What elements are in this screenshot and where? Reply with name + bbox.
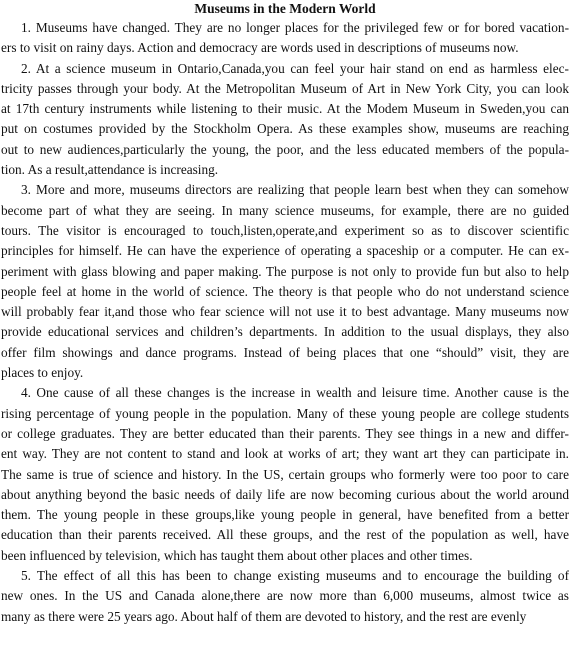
paragraph-line: new ones. In the US and Canada alone,there are now more than 6,000 museums, almost twice as <box>1 588 569 604</box>
paragraph-line: people feel at home in the world of science. The theory is that people who do not understand science <box>1 283 569 299</box>
document-body <box>0 18 570 627</box>
paragraph-line: 3. More and more, museums directors are realizing that people learn best when they can somehow <box>21 182 569 198</box>
paragraph-line: The same is true of science and history. In the US, certain groups who formerly were too poor to care <box>1 466 569 482</box>
paragraph-3 <box>0 180 570 383</box>
paragraph-line: education than their parents received. All these groups, and the rest of the population as well, have <box>1 527 569 543</box>
paragraph-4 <box>0 383 570 566</box>
paragraph-line: ers to visit on rainy days. Action and democracy are words used in descriptions of museums now. <box>1 40 519 56</box>
paragraph-line: tours. The visitor is encouraged to touch,listen,operate,and experiment so as to discover scientific <box>1 222 569 238</box>
paragraph-line: provide educational services and children’s departments. In addition to the usual displays, they also <box>1 324 569 340</box>
paragraph-line: principles for himself. He can have the experience of operating a spaceship or a computer. He can ex- <box>1 243 569 259</box>
paragraph-line: places to enjoy. <box>1 365 84 381</box>
paragraph-line: or college graduates. They are better educated than their parents. They see things in a new and differ- <box>1 425 569 441</box>
paragraph-line: become part of what they are seeing. In many science museums, for example, there are no guided <box>1 202 569 218</box>
paragraph-line: rising percentage of young people in the population. Many of these young people are college students <box>1 405 569 421</box>
paragraph-line: offer film showings and dance programs. Instead of being places that one “should” visit, they are <box>1 344 569 360</box>
paragraph-line: ent way. They are not content to stand and look at works of art; they want art they can participate in. <box>1 446 569 462</box>
paragraph-line: periment with glass blowing and paper making. The purpose is not only to provide fun but also to help <box>1 263 569 279</box>
paragraph-line: at 17th century instruments while listening to their music. At the Modem Museum in Sweden,you can <box>1 101 569 117</box>
paragraph-line: many as there were 25 years ago. About half of them are devoted to history, and the rest are evenly <box>1 608 527 624</box>
paragraph-line: tricity passes through your body. At the Metropolitan Museum of Art in New York City, you can look <box>1 80 569 96</box>
paragraph-1 <box>0 18 570 59</box>
paragraph-line: out to new audiences,particularly the young, the poor, and the less educated members of the popula- <box>1 141 569 157</box>
paragraph-line: been influenced by television, which has taught them about other places and other times. <box>1 547 473 563</box>
paragraph-line: them. The young people in these groups,like young people in general, have benefited from a better <box>1 507 569 523</box>
paragraph-2 <box>0 59 570 181</box>
paragraph-line: 2. At a science museum in Ontario,Canada,you can feel your hair stand on end as harmless elec- <box>21 60 569 76</box>
paragraph-5 <box>0 566 570 627</box>
paragraph-line: 1. Museums have changed. They are no longer places for the privileged few or for bored vacation- <box>21 20 569 35</box>
paragraph-line: put on costumes provided by the Stockholm Opera. As these examples show, museums are reaching <box>1 121 569 137</box>
paragraph-line: tion. As a result,attendance is increasing. <box>1 162 219 178</box>
paragraph-line: 5. The effect of all this has been to change existing museums and to encourage the building of <box>21 568 569 584</box>
paragraph-line: will probably fear it,and those who fear science will not use it to best advantage. Many museums now <box>1 304 569 320</box>
paragraph-line: about anything beyond the basic needs of daily life are now becoming curious about the world around <box>1 486 569 502</box>
document-title: Museums in the Modern World <box>194 1 376 16</box>
paragraph-line: 4. One cause of all these changes is the increase in wealth and leisure time. Another cause is the <box>21 385 569 401</box>
